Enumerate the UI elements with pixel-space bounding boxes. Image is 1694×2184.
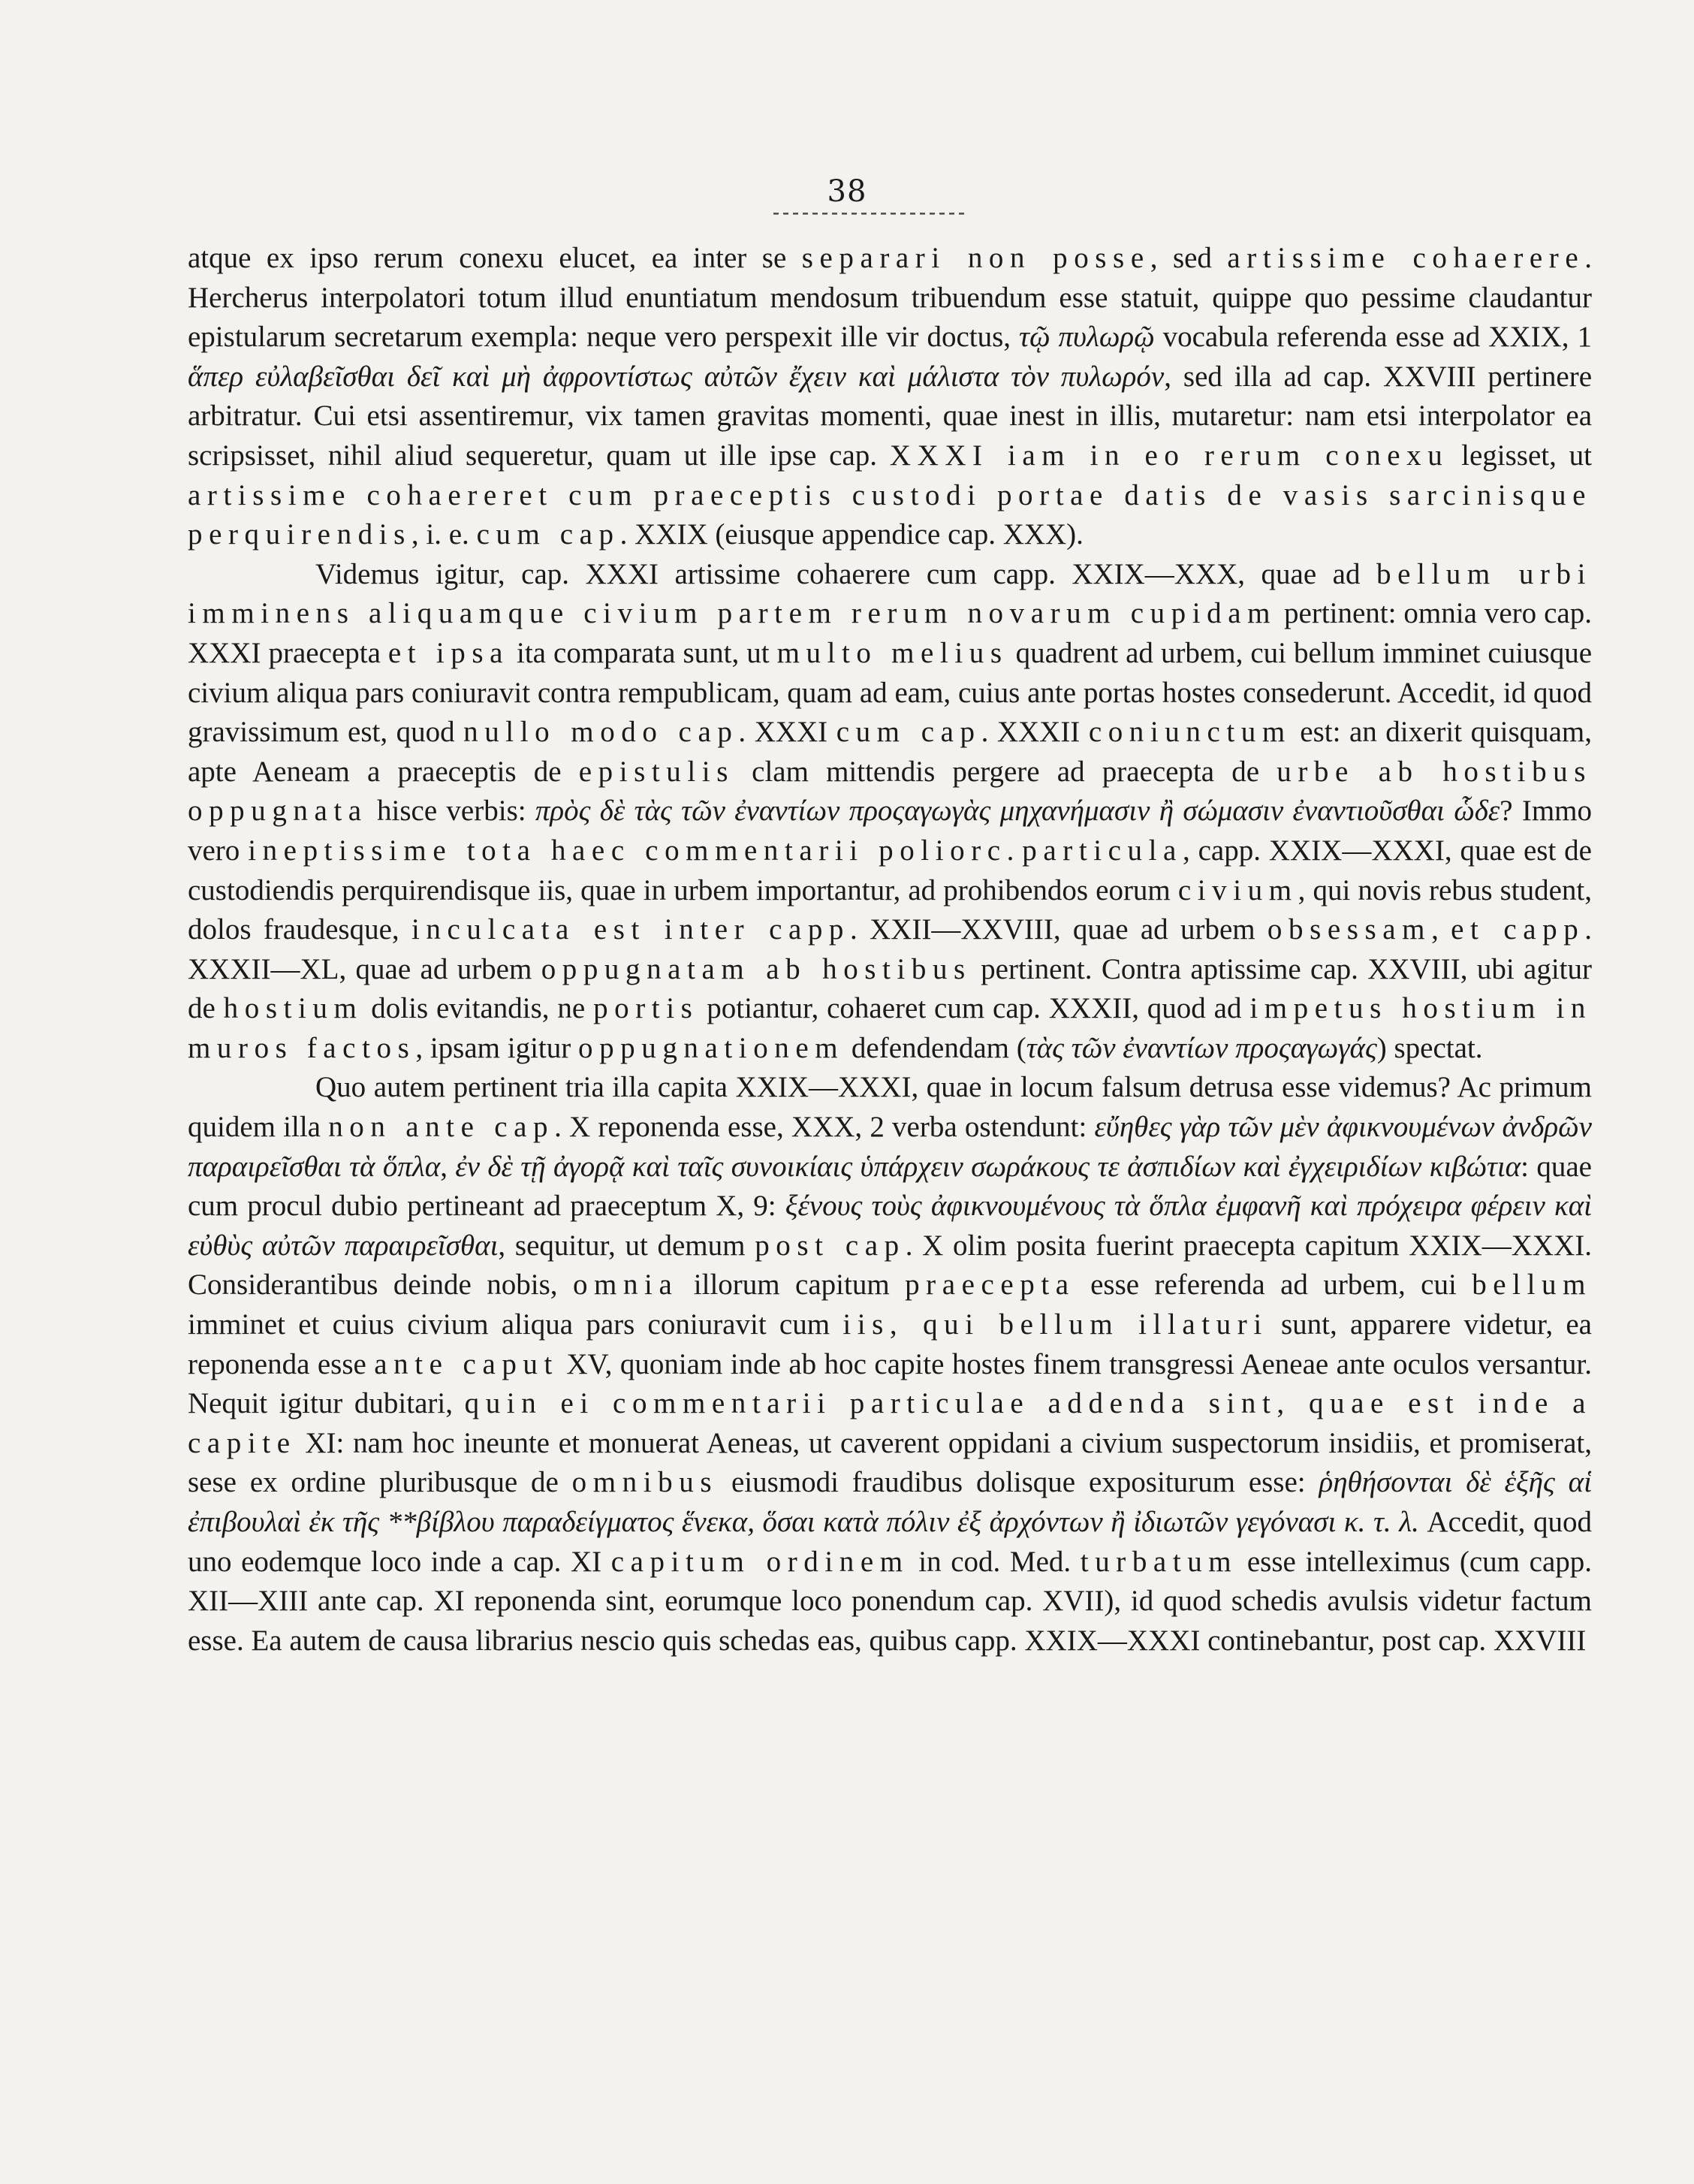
text-run: , qui novis rebus student, dolos fraudesque, [188,873,1592,946]
text-run: quadrent ad urbem, cui bellum imminet cuiusque civium aliqua pars coniuravit contra rempublicam, quam ad eam, cuius ante portas hostes consederunt. Accedit, id quod gravissimum est, quod [188,636,1593,749]
spaced-emphasis: ante caput [374,1347,559,1380]
text-run: , capp. XXIX—XXXI, quae est de custodiendis perquirendisque iis, quae in urbem importantur, ad prohibendos eorum [188,834,1592,906]
spaced-emphasis: impetus hostium in muros factos [188,992,1593,1064]
text-run: . XXXI [738,716,836,749]
text-run: clam mittendis pergere ad praecepta de [734,755,1277,788]
paragraph-p3 [188,1068,1592,1661]
spaced-emphasis: oppugnatam ab hostibus [541,952,972,985]
spaced-emphasis: et capp [1451,913,1585,946]
text-run: . X olim posita fuerint praecepta capitum XXIX—XXXI. Considerantibus deinde nobis, [188,1229,1592,1302]
text-run: , ipsam igitur [415,1031,578,1064]
text-run: . Hercherus interpolatori totum illud enuntiatum mendosum tribuendum esse statuit, quippe quo pessime claudantur epistularum secretarum exempla: neque vero perspexit ille vir doctus, [188,242,1592,354]
spaced-emphasis: hostium [223,992,363,1025]
text-run: ? Immo vero [188,795,1593,867]
text-run: esse intelleximus (cum capp. XII—XIII ante cap. XI reponenda sint, eorumque loco ponendum cap. XVII), id quod schedis avulsis videtur factum esse. Ea autem de causa librarius nescio quis schedas eas, quibus capp. XXIX—XXXI continebantur, post cap. XXVIII [188,1545,1593,1657]
text-run: est: an dixerit quisquam, apte Aeneam a praeceptis de [188,716,1593,788]
text-run: ita comparata sunt, ut [508,636,777,669]
text-run: defendendam ( [844,1031,1026,1064]
text-run: , [440,1150,456,1183]
body-text [188,239,1592,1661]
paragraph-p1 [188,239,1592,555]
page-number: 38 [827,174,867,209]
spaced-emphasis: separari non posse [801,242,1150,274]
text-run: imminet et cuius civium aliqua pars coniuravit cum [188,1308,843,1341]
spaced-emphasis: bellum [1472,1268,1592,1302]
spaced-emphasis: artissime cohaereret cum praeceptis custodi portae datis de vasis sarcinisque perquirendis [188,478,1592,551]
greek-quotation: ἅπερ εὐλαβεῖσθαι δεῖ καὶ μὴ ἀφροντίστως αὐτῶν ἔχειν καὶ μάλιστα τὸν πυλωρόν [188,360,1165,393]
text-run: esse referenda ad urbem, cui [1075,1268,1472,1302]
spaced-emphasis: particula [1022,834,1183,867]
text-run: XI: nam hoc ineunte et monuerat Aeneas, ut caverent oppidani a civium suspectorum insidiis, et promiserat, sese ex ordine pluribusque de [188,1426,1592,1499]
spaced-emphasis: praecepta [905,1268,1075,1302]
greek-quotation: τὰς τῶν ἐναντίων προςαγωγάς [1026,1031,1377,1064]
text-run: . XXXII—XL, quae ad urbem [188,913,1593,985]
spaced-emphasis: coniunctum [1088,716,1292,749]
text-run: dolis evitandis, ne [363,992,594,1025]
text-run: Accedit, quod uno eodemque loco inde a cap. XI [188,1506,1592,1578]
text-run: , sed illa ad cap. XXVIII pertinere arbitratur. Cui etsi assentiremur, vix tamen gravitas momenti, quae inest in illis, mutaretur: nam etsi interpolator ea scripsisset, nihil aliud sequeretur, quam ut ille ipse cap. [188,360,1592,472]
text-run: potiantur, cohaeret cum cap. XXXII, quod ad [698,992,1250,1025]
spaced-emphasis: post cap [755,1229,906,1262]
text-run: illorum capitum [678,1268,906,1302]
spaced-emphasis: inculcata est inter capp [411,913,851,946]
spaced-emphasis: et ipsa [387,636,509,669]
text-run: sunt, apparere videtur, ea reponenda esse [188,1308,1592,1380]
text-run: , sed [1150,242,1228,274]
text-run: pertinent. Contra aptissime cap. XXVIII, ubi agitur de [188,952,1592,1025]
text-run: , sequitur, ut demum [498,1229,755,1262]
text-run: Videmus igitur, cap. XXXI artissime cohaerere cum capp. XXIX—XXX, quae ad [315,557,1376,590]
spaced-emphasis: omnibus [571,1466,719,1499]
spaced-emphasis: artissime cohaerere [1227,242,1585,274]
spaced-emphasis: omnia [572,1268,679,1302]
greek-quotation: ἐν δὲ τῇ ἀγορᾷ καὶ ταῖς συνοικίαις ὑπάρχειν σωράκους τε ἀσπιδίων καὶ ἐγχειριδίων κιβώτια [455,1150,1521,1183]
text-run: , [1431,913,1451,946]
text-run: . X reponenda esse, XXX, 2 verba ostendunt: [554,1111,1095,1144]
spaced-emphasis: nullo modo cap [463,716,739,749]
spaced-emphasis: multo melius [776,636,1008,669]
text-run: eiusmodi fraudibus dolisque expositurum esse: [718,1466,1319,1499]
text-run: . XXII—XXVIII, quae ad urbem [850,913,1267,946]
spaced-emphasis: portis [593,992,699,1025]
greek-quotation: τῷ πυλωρῷ [1019,321,1155,354]
text-run: vocabula referenda esse ad XXIX, 1 [1154,321,1593,354]
text-run: ) spectat. [1376,1031,1483,1064]
greek-quotation: εὔηθες γὰρ τῶν μὲν ἀφικνουμένων ἀνδρῶν παραιρεῖσθαι τὰ ὅπλα [188,1111,1592,1183]
text-run: legisset, ut [1448,439,1592,472]
text-run: . [1006,834,1023,867]
spaced-emphasis: turbatum [1080,1545,1238,1578]
text-run: hisce verbis: [367,795,535,828]
spaced-emphasis: urbe ab hostibus oppugnata [188,755,1592,828]
greek-quotation: πρὸς δὲ τὰς τῶν ἐναντίων προςαγωγὰς μηχανήμασιν ἢ σώμασιν ἐναντιοῦσθαι ὧδε [535,795,1500,828]
spaced-emphasis: iis, qui bellum illaturi [842,1308,1268,1341]
page-number-rule [773,210,969,216]
text-run: XV, quoniam inde ab hoc capite hostes finem transgressi Aeneae ante oculos versantur. Nequit igitur dubitari, [188,1347,1592,1420]
spaced-emphasis: non ante cap [328,1111,555,1144]
text-run: pertinent: omnia vero cap. XXXI praecepta [188,597,1592,669]
text-run: Quo autem pertinent tria illa capita XXIX—XXXI, quae in locum falsum detrusa esse videmus? Ac primum quidem illa [188,1071,1592,1144]
text-run: : quae cum procul dubio pertineant ad praeceptum X, 9: [188,1150,1592,1223]
spaced-emphasis: ineptissime tota haec commentarii poliorc [248,834,1007,867]
greek-quotation: ξένους τοὺς ἀφικνουμένους τὰ ὅπλα ἐμφανῆ καὶ πρόχειρα φέρειν καὶ εὐθὺς αὐτῶν παραιρεῖσθαι [188,1190,1593,1262]
text-run: . XXXII [981,716,1089,749]
spaced-emphasis: cum cap [836,716,981,749]
spaced-emphasis: quin ei commentarii particulae addenda sint, quae est inde a capite [188,1387,1592,1459]
spaced-emphasis: epistulis [578,755,734,788]
paragraph-p2 [188,555,1592,1069]
spaced-emphasis: capitum ordinem [610,1545,909,1578]
spaced-emphasis: civium [1177,873,1298,906]
spaced-emphasis: XXXI iam in eo rerum conexu [889,439,1449,472]
spaced-emphasis: bellum urbi imminens aliquamque civium partem rerum novarum cupidam [188,557,1592,630]
greek-quotation: ῥηθήσονται δὲ ἑξῆς αἱ ἐπιβουλαὶ ἐκ τῆς **βίβλου παραδείγματος ἕνεκα, ὅσαι κατὰ πόλιν ἐξ ἀρχόντων ἢ ἰδιωτῶν γεγόνασι κ. τ. λ. [188,1466,1592,1538]
text-run: , i. e. [411,518,477,551]
text-run: in cod. Med. [909,1545,1081,1578]
spaced-emphasis: cum cap [476,518,620,551]
spaced-emphasis: oppugnationem [578,1031,845,1064]
spaced-emphasis: obsessam [1267,913,1432,946]
text-run: atque ex ipso rerum conexu elucet, ea inter se [188,242,802,274]
text-run: . XXIX (eiusque appendice cap. XXX). [619,518,1084,551]
